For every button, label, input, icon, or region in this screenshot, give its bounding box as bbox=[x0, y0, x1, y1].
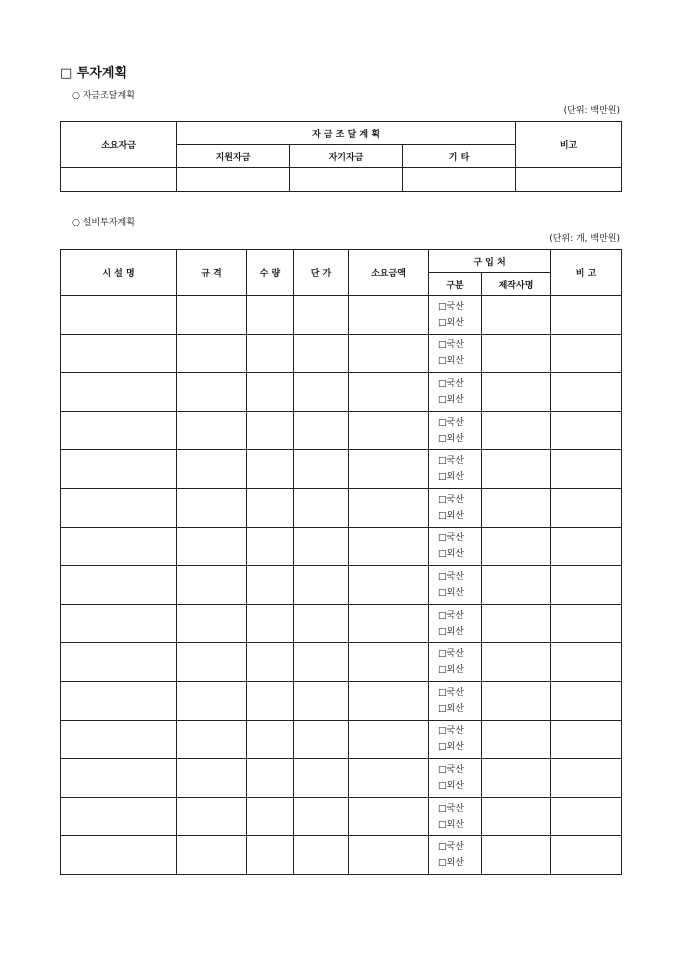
foreign-checkbox[interactable]: □외산 bbox=[438, 819, 464, 830]
cell-quantity[interactable] bbox=[247, 643, 294, 682]
cell-quantity[interactable] bbox=[247, 527, 294, 566]
foreign-checkbox[interactable]: □외산 bbox=[438, 472, 464, 483]
cell-amount[interactable] bbox=[349, 334, 429, 373]
cell-spec[interactable] bbox=[177, 720, 247, 759]
cell-maker[interactable] bbox=[482, 373, 551, 412]
header-amount: 소요금액 bbox=[349, 250, 429, 296]
table-row bbox=[61, 488, 622, 527]
cell-note[interactable] bbox=[551, 334, 622, 373]
header-facility-note: 비 고 bbox=[551, 250, 622, 296]
cell-support[interactable] bbox=[177, 168, 290, 192]
cell-facility-name[interactable] bbox=[61, 836, 177, 875]
cell-amount[interactable] bbox=[349, 450, 429, 489]
cell-maker[interactable] bbox=[482, 681, 551, 720]
cell-amount[interactable] bbox=[349, 488, 429, 527]
cell-facility-name[interactable] bbox=[61, 488, 177, 527]
cell-maker[interactable] bbox=[482, 527, 551, 566]
table-row bbox=[61, 681, 622, 720]
domestic-checkbox[interactable]: □국산 bbox=[438, 456, 464, 467]
cell-amount[interactable] bbox=[349, 373, 429, 412]
cell-maker[interactable] bbox=[482, 604, 551, 643]
cell-quantity[interactable] bbox=[247, 681, 294, 720]
cell-type bbox=[429, 296, 482, 335]
header-other: 기 타 bbox=[403, 145, 516, 168]
cell-type bbox=[429, 643, 482, 682]
cell-quantity[interactable] bbox=[247, 450, 294, 489]
table-row bbox=[61, 836, 622, 875]
cell-unit-price[interactable] bbox=[294, 296, 349, 335]
foreign-checkbox[interactable]: □외산 bbox=[438, 510, 464, 521]
table-row bbox=[61, 720, 622, 759]
cell-maker[interactable] bbox=[482, 488, 551, 527]
cell-type bbox=[429, 720, 482, 759]
domestic-checkbox[interactable]: □국산 bbox=[438, 378, 464, 389]
facility-unit: (단위: 개, 백만원) bbox=[549, 234, 620, 244]
cell-unit-price[interactable] bbox=[294, 643, 349, 682]
header-maker: 제작사명 bbox=[482, 273, 551, 296]
funding-input-row bbox=[61, 168, 622, 192]
domestic-checkbox[interactable]: □국산 bbox=[438, 417, 464, 428]
header-support: 지원자금 bbox=[177, 145, 290, 168]
cell-amount[interactable] bbox=[349, 836, 429, 875]
cell-type bbox=[429, 566, 482, 605]
cell-maker[interactable] bbox=[482, 759, 551, 798]
cell-spec[interactable] bbox=[177, 450, 247, 489]
cell-maker[interactable] bbox=[482, 836, 551, 875]
foreign-checkbox[interactable]: □외산 bbox=[438, 394, 464, 405]
cell-note[interactable] bbox=[551, 527, 622, 566]
cell-spec[interactable] bbox=[177, 334, 247, 373]
cell-unit-price[interactable] bbox=[294, 566, 349, 605]
facility-table bbox=[60, 249, 622, 875]
table-row bbox=[61, 797, 622, 836]
cell-note[interactable] bbox=[551, 604, 622, 643]
cell-note[interactable] bbox=[551, 643, 622, 682]
cell-type bbox=[429, 797, 482, 836]
cell-maker[interactable] bbox=[482, 643, 551, 682]
cell-unit-price[interactable] bbox=[294, 720, 349, 759]
cell-note[interactable] bbox=[551, 797, 622, 836]
cell-type bbox=[429, 759, 482, 798]
cell-facility-name[interactable] bbox=[61, 643, 177, 682]
cell-maker[interactable] bbox=[482, 450, 551, 489]
cell-amount[interactable] bbox=[349, 566, 429, 605]
cell-spec[interactable] bbox=[177, 566, 247, 605]
cell-type bbox=[429, 836, 482, 875]
cell-required[interactable] bbox=[61, 168, 177, 192]
cell-spec[interactable] bbox=[177, 488, 247, 527]
table-row bbox=[61, 604, 622, 643]
cell-quantity[interactable] bbox=[247, 334, 294, 373]
table-row bbox=[61, 566, 622, 605]
table-row bbox=[61, 759, 622, 798]
cell-facility-name[interactable] bbox=[61, 681, 177, 720]
table-row bbox=[61, 411, 622, 450]
cell-facility-name[interactable] bbox=[61, 720, 177, 759]
foreign-checkbox[interactable]: □외산 bbox=[438, 742, 464, 753]
header-type: 구분 bbox=[429, 273, 482, 296]
facility-subtitle: ○ 설비투자계획 bbox=[72, 218, 135, 228]
section-title: □ 투자계획 bbox=[60, 66, 128, 81]
foreign-checkbox[interactable]: □외산 bbox=[438, 665, 464, 676]
cell-unit-price[interactable] bbox=[294, 411, 349, 450]
cell-amount[interactable] bbox=[349, 527, 429, 566]
domestic-checkbox[interactable]: □국산 bbox=[438, 533, 464, 544]
foreign-checkbox[interactable]: □외산 bbox=[438, 317, 464, 328]
cell-maker[interactable] bbox=[482, 411, 551, 450]
cell-note[interactable] bbox=[551, 681, 622, 720]
funding-unit: (단위: 백만원) bbox=[563, 106, 620, 116]
domestic-checkbox[interactable]: □국산 bbox=[438, 649, 464, 660]
cell-spec[interactable] bbox=[177, 759, 247, 798]
header-own: 자기자금 bbox=[290, 145, 403, 168]
cell-note[interactable] bbox=[551, 296, 622, 335]
domestic-checkbox[interactable]: □국산 bbox=[438, 571, 464, 582]
cell-type bbox=[429, 411, 482, 450]
header-quantity: 수 량 bbox=[247, 250, 294, 296]
cell-facility-name[interactable] bbox=[61, 450, 177, 489]
funding-subtitle: ○ 자금조달계획 bbox=[72, 91, 135, 101]
cell-spec[interactable] bbox=[177, 681, 247, 720]
cell-unit-price[interactable] bbox=[294, 334, 349, 373]
table-row bbox=[61, 450, 622, 489]
domestic-checkbox[interactable]: □국산 bbox=[438, 494, 464, 505]
cell-type bbox=[429, 681, 482, 720]
cell-note[interactable] bbox=[551, 411, 622, 450]
cell-spec[interactable] bbox=[177, 836, 247, 875]
cell-unit-price[interactable] bbox=[294, 797, 349, 836]
cell-quantity[interactable] bbox=[247, 566, 294, 605]
cell-unit-price[interactable] bbox=[294, 488, 349, 527]
cell-quantity[interactable] bbox=[247, 604, 294, 643]
domestic-checkbox[interactable]: □국산 bbox=[438, 803, 464, 814]
cell-unit-price[interactable] bbox=[294, 450, 349, 489]
cell-unit-price[interactable] bbox=[294, 527, 349, 566]
cell-unit-price[interactable] bbox=[294, 373, 349, 412]
cell-type bbox=[429, 450, 482, 489]
cell-note[interactable] bbox=[551, 566, 622, 605]
cell-facility-name[interactable] bbox=[61, 334, 177, 373]
cell-facility-name[interactable] bbox=[61, 373, 177, 412]
header-source: 구 입 처 bbox=[429, 250, 551, 273]
foreign-checkbox[interactable]: □외산 bbox=[438, 626, 464, 637]
cell-spec[interactable] bbox=[177, 296, 247, 335]
funding-table bbox=[60, 121, 622, 192]
cell-unit-price[interactable] bbox=[294, 681, 349, 720]
foreign-checkbox[interactable]: □외산 bbox=[438, 587, 464, 598]
cell-maker[interactable] bbox=[482, 720, 551, 759]
foreign-checkbox[interactable]: □외산 bbox=[438, 549, 464, 560]
cell-spec[interactable] bbox=[177, 527, 247, 566]
domestic-checkbox[interactable]: □국산 bbox=[438, 340, 464, 351]
cell-quantity[interactable] bbox=[247, 720, 294, 759]
domestic-checkbox[interactable]: □국산 bbox=[438, 764, 464, 775]
cell-maker[interactable] bbox=[482, 296, 551, 335]
table-row bbox=[61, 527, 622, 566]
cell-facility-name[interactable] bbox=[61, 604, 177, 643]
header-required: 소요자금 bbox=[61, 122, 177, 168]
foreign-checkbox[interactable]: □외산 bbox=[438, 356, 464, 367]
cell-spec[interactable] bbox=[177, 411, 247, 450]
cell-amount[interactable] bbox=[349, 720, 429, 759]
cell-note[interactable] bbox=[551, 450, 622, 489]
domestic-checkbox[interactable]: □국산 bbox=[438, 687, 464, 698]
cell-type bbox=[429, 488, 482, 527]
domestic-checkbox[interactable]: □국산 bbox=[438, 301, 464, 312]
cell-spec[interactable] bbox=[177, 604, 247, 643]
header-facility-name: 시 설 명 bbox=[61, 250, 177, 296]
foreign-checkbox[interactable]: □외산 bbox=[438, 703, 464, 714]
cell-note[interactable] bbox=[551, 759, 622, 798]
cell-note[interactable] bbox=[551, 836, 622, 875]
cell-facility-name[interactable] bbox=[61, 411, 177, 450]
cell-facility-name[interactable] bbox=[61, 566, 177, 605]
cell-note[interactable] bbox=[551, 720, 622, 759]
header-spec: 규 격 bbox=[177, 250, 247, 296]
cell-spec[interactable] bbox=[177, 373, 247, 412]
header-note: 비고 bbox=[516, 122, 622, 168]
cell-amount[interactable] bbox=[349, 643, 429, 682]
cell-other[interactable] bbox=[403, 168, 516, 192]
cell-amount[interactable] bbox=[349, 681, 429, 720]
domestic-checkbox[interactable]: □국산 bbox=[438, 610, 464, 621]
cell-unit-price[interactable] bbox=[294, 836, 349, 875]
cell-amount[interactable] bbox=[349, 411, 429, 450]
cell-quantity[interactable] bbox=[247, 373, 294, 412]
domestic-checkbox[interactable]: □국산 bbox=[438, 842, 464, 853]
foreign-checkbox[interactable]: □외산 bbox=[438, 780, 464, 791]
cell-unit-price[interactable] bbox=[294, 604, 349, 643]
cell-maker[interactable] bbox=[482, 566, 551, 605]
cell-amount[interactable] bbox=[349, 296, 429, 335]
cell-facility-name[interactable] bbox=[61, 759, 177, 798]
table-row bbox=[61, 334, 622, 373]
cell-facility-name[interactable] bbox=[61, 296, 177, 335]
table-row bbox=[61, 373, 622, 412]
header-funding-plan: 자 금 조 달 계 획 bbox=[177, 122, 516, 145]
cell-note[interactable] bbox=[516, 168, 622, 192]
cell-quantity[interactable] bbox=[247, 488, 294, 527]
cell-note[interactable] bbox=[551, 373, 622, 412]
cell-quantity[interactable] bbox=[247, 836, 294, 875]
cell-maker[interactable] bbox=[482, 334, 551, 373]
cell-quantity[interactable] bbox=[247, 797, 294, 836]
cell-facility-name[interactable] bbox=[61, 527, 177, 566]
cell-amount[interactable] bbox=[349, 797, 429, 836]
cell-amount[interactable] bbox=[349, 759, 429, 798]
cell-note[interactable] bbox=[551, 488, 622, 527]
cell-type bbox=[429, 373, 482, 412]
foreign-checkbox[interactable]: □외산 bbox=[438, 433, 464, 444]
cell-own[interactable] bbox=[290, 168, 403, 192]
cell-facility-name[interactable] bbox=[61, 797, 177, 836]
cell-quantity[interactable] bbox=[247, 296, 294, 335]
cell-type bbox=[429, 527, 482, 566]
cell-quantity[interactable] bbox=[247, 759, 294, 798]
foreign-checkbox[interactable]: □외산 bbox=[438, 858, 464, 869]
header-unit-price: 단 가 bbox=[294, 250, 349, 296]
cell-spec[interactable] bbox=[177, 643, 247, 682]
cell-type bbox=[429, 604, 482, 643]
table-row bbox=[61, 643, 622, 682]
cell-maker[interactable] bbox=[482, 797, 551, 836]
table-row bbox=[61, 296, 622, 335]
domestic-checkbox[interactable]: □국산 bbox=[438, 726, 464, 737]
cell-amount[interactable] bbox=[349, 604, 429, 643]
cell-spec[interactable] bbox=[177, 797, 247, 836]
cell-quantity[interactable] bbox=[247, 411, 294, 450]
cell-type bbox=[429, 334, 482, 373]
cell-unit-price[interactable] bbox=[294, 759, 349, 798]
